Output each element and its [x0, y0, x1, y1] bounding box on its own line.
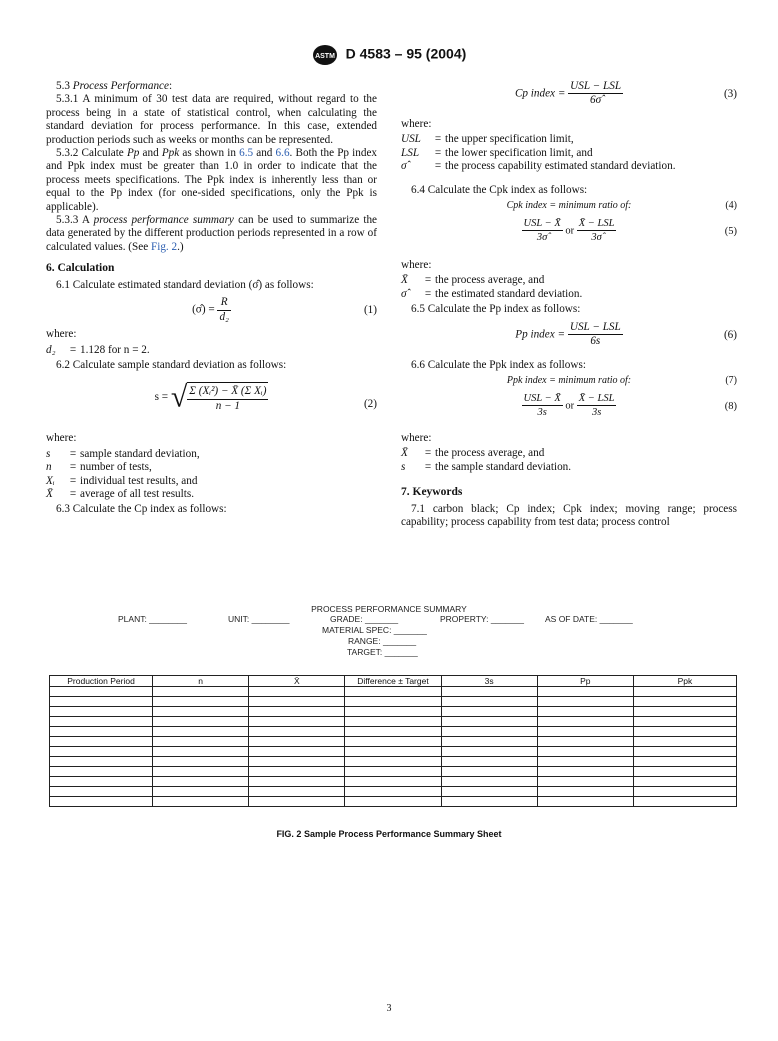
table-row — [50, 717, 737, 727]
table-cell[interactable] — [153, 737, 249, 747]
defs-1: d₂ = 1.128 for n = 2. — [46, 343, 150, 356]
table-cell[interactable] — [345, 757, 441, 767]
table-cell[interactable] — [633, 787, 736, 797]
table-cell[interactable] — [345, 747, 441, 757]
table-cell[interactable] — [50, 737, 153, 747]
def-row: X̄ = the process average, and — [401, 447, 545, 460]
table-cell[interactable] — [345, 707, 441, 717]
table-cell[interactable] — [345, 797, 441, 807]
table-row — [50, 697, 737, 707]
def-row: s = the sample standard deviation. — [401, 460, 572, 473]
table-cell[interactable] — [441, 767, 537, 777]
table-cell[interactable] — [249, 727, 345, 737]
section-6-2: 6.2 Calculate sample standard deviation as follows: — [56, 358, 287, 371]
table-cell[interactable] — [537, 777, 633, 787]
col-xbar: X̄ — [249, 676, 345, 687]
table-cell[interactable] — [50, 697, 153, 707]
table-cell[interactable] — [633, 707, 736, 717]
def-row: X̄ = the process average, and — [401, 274, 545, 287]
table-cell[interactable] — [537, 707, 633, 717]
section-6-6: 6.6 Calculate the Ppk index as follows: — [411, 358, 586, 371]
table-cell[interactable] — [441, 787, 537, 797]
table-cell[interactable] — [50, 717, 153, 727]
table-cell[interactable] — [633, 687, 736, 697]
col-ppk: Ppk — [633, 676, 736, 687]
table-cell[interactable] — [50, 757, 153, 767]
table-cell[interactable] — [345, 777, 441, 787]
left-column — [46, 80, 377, 517]
table-cell[interactable] — [345, 727, 441, 737]
table-cell[interactable] — [249, 747, 345, 757]
table-row — [50, 737, 737, 747]
table-cell[interactable] — [537, 767, 633, 777]
table-cell[interactable] — [50, 777, 153, 787]
table-cell[interactable] — [633, 747, 736, 757]
link-fig-2[interactable]: Fig. 2 — [151, 240, 178, 253]
table-cell[interactable] — [249, 697, 345, 707]
equation-5: $\frac{\text{USL − X̄}}{3\sigmâ}$ or $\frac{\text{X̄ − LSL}}{3\sigmâ}$ (5) — [523, 218, 737, 244]
table-cell[interactable] — [249, 737, 345, 747]
table-cell[interactable] — [441, 797, 537, 807]
form-target: TARGET: _______ — [347, 647, 418, 657]
section-5-3-3: 5.3.3 A process performance summary can be used to summarize the data generated by the different production periods represented in a row of calculated values. (See Fig. 2.) — [46, 214, 378, 253]
equation-7: Ppk index = minimum ratio of: (7) — [506, 375, 737, 387]
section-6-4: 6.4 Calculate the Cpk index as follows: — [411, 183, 588, 196]
where-8: where: — [401, 432, 432, 445]
link-6-5[interactable]: 6.5 — [239, 147, 254, 160]
where-1: where: — [46, 328, 77, 341]
table-cell[interactable] — [441, 777, 537, 787]
section-6-5: 6.5 Calculate the Pp index as follows: — [411, 303, 581, 316]
equation-3: Cp index = $\frac{\text{USL − LSL}}{6\sigmâ}$ (3) — [514, 80, 737, 107]
table-cell[interactable] — [537, 717, 633, 727]
table-cell[interactable] — [153, 777, 249, 787]
table-cell[interactable] — [153, 797, 249, 807]
designation: D 4583 – 95 (2004) — [345, 45, 467, 62]
col-n: n — [153, 676, 249, 687]
def-row: X̄ = average of all test results. — [46, 487, 195, 500]
form-plant: PLANT: ________ — [118, 614, 187, 624]
table-cell[interactable] — [153, 727, 249, 737]
form-title: PROCESS PERFORMANCE SUMMARY — [311, 604, 467, 614]
table-row — [50, 777, 737, 787]
table-cell[interactable] — [441, 697, 537, 707]
table-cell[interactable] — [153, 687, 249, 697]
form-range: RANGE: _______ — [348, 636, 417, 646]
table-cell[interactable] — [153, 717, 249, 727]
table-cell[interactable] — [537, 727, 633, 737]
form-as-of-date: AS OF DATE: _______ — [545, 614, 633, 624]
right-column — [401, 80, 737, 530]
table-cell[interactable] — [345, 767, 441, 777]
table-cell[interactable] — [249, 717, 345, 727]
def-row: USL = the upper specification limit, — [401, 133, 574, 146]
equation-6: Pp index = $\frac{\text{USL − LSL}}{6s}$ (6) — [515, 320, 737, 348]
def-row: Xᵢ = individual test results, and — [46, 474, 198, 487]
table-cell[interactable] — [441, 727, 537, 737]
col-difference-target: Difference ± Target — [345, 676, 441, 687]
table-cell[interactable] — [537, 797, 633, 807]
equation-1: (σ̂) = $\frac{R}{\text{d₂}}$ (1) — [192, 296, 377, 323]
table-cell[interactable] — [633, 727, 736, 737]
table-cell[interactable] — [537, 747, 633, 757]
table-cell[interactable] — [153, 707, 249, 717]
table-body — [50, 687, 737, 807]
figure-caption: FIG. 2 Sample Process Performance Summary Sheet — [276, 829, 502, 839]
table-cell[interactable] — [153, 747, 249, 757]
table-cell[interactable] — [153, 767, 249, 777]
table-cell[interactable] — [345, 687, 441, 697]
section-7-1: 7.1 carbon black; Cp index; Cpk index; moving range; process capability; process capability from test data; process control — [401, 502, 737, 529]
table-cell[interactable] — [50, 797, 153, 807]
def-row: σ̂ = the process capability estimated standard deviation. — [401, 160, 676, 173]
equation-8: $\frac{\text{USL − X̄}}{3s}$ or $\frac{\text{X̄ − LSL}}{3s}$ (8) — [523, 393, 737, 419]
summary-table — [49, 675, 737, 807]
table-cell[interactable] — [633, 797, 736, 807]
col-production-period: Production Period — [50, 676, 153, 687]
table-cell[interactable] — [633, 737, 736, 747]
table-row — [50, 797, 737, 807]
table-cell[interactable] — [249, 707, 345, 717]
table-cell[interactable] — [441, 737, 537, 747]
section-5-3: 5.3 Process Performance: — [56, 80, 173, 92]
defs-5 — [401, 274, 737, 301]
heading-keywords: 7. Keywords — [401, 486, 463, 499]
table-cell[interactable] — [153, 787, 249, 797]
table-cell[interactable] — [50, 747, 153, 757]
table-cell[interactable] — [633, 767, 736, 777]
heading-calculation: 6. Calculation — [46, 262, 115, 275]
document-header — [0, 44, 778, 66]
section-6-1: 6.1 Calculate estimated standard deviation (σ̂) as follows: — [56, 278, 314, 291]
table-cell[interactable] — [441, 707, 537, 717]
form-material-spec: MATERIAL SPEC: _______ — [322, 625, 427, 635]
table-cell[interactable] — [249, 787, 345, 797]
table-cell[interactable] — [537, 687, 633, 697]
form-grade: GRADE: _______ — [330, 614, 399, 624]
section-5-3-2: 5.3.2 Calculate Pp and Ppk as shown in 6.5 and 6.6. Both the Pp index and Ppk index must be greater than 1.0 in order to indicate that the process meets specifications. The Ppk index is inherently less than or equal to the Pp index (for one-sided specifications, only the Ppk is applicable). — [46, 147, 378, 213]
table-cell[interactable] — [537, 757, 633, 767]
equation-4: Cpk index = minimum ratio of: (4) — [506, 200, 737, 212]
def-row: LSL = the lower specification limit, and — [401, 146, 593, 159]
table-cell[interactable] — [345, 717, 441, 727]
table-header-row — [50, 676, 737, 687]
svg-text:ASTM: ASTM — [314, 53, 335, 60]
table-cell[interactable] — [345, 787, 441, 797]
table-cell[interactable] — [633, 717, 736, 727]
defs-2 — [46, 448, 377, 502]
table-cell[interactable] — [50, 767, 153, 777]
table-row — [50, 787, 737, 797]
table-cell[interactable] — [633, 777, 736, 787]
equation-2: s = √ $\frac{\text{Σ (Xᵢ²) − X̄ (Σ Xᵢ)}}{n - 1}$ (2) — [154, 381, 377, 415]
table-cell[interactable] — [441, 687, 537, 697]
table-row — [50, 707, 737, 717]
form-property: PROPERTY: _______ — [440, 614, 524, 624]
table-row — [50, 747, 737, 757]
table-cell[interactable] — [537, 787, 633, 797]
where-3: where: — [401, 118, 432, 130]
table-cell[interactable] — [441, 757, 537, 767]
table-cell[interactable] — [537, 697, 633, 707]
table-row — [50, 687, 737, 697]
where-2: where: — [46, 432, 77, 445]
where-5: where: — [401, 259, 432, 272]
table-cell[interactable] — [50, 687, 153, 697]
table-cell[interactable] — [537, 737, 633, 747]
def-row: s = sample standard deviation, — [46, 447, 200, 460]
table-cell[interactable] — [633, 697, 736, 707]
table-cell[interactable] — [50, 727, 153, 737]
form-unit: UNIT: ________ — [228, 614, 290, 624]
table-cell[interactable] — [633, 757, 736, 767]
table-cell[interactable] — [249, 797, 345, 807]
table-cell[interactable] — [153, 697, 249, 707]
defs-3 — [401, 133, 737, 173]
table-cell[interactable] — [249, 687, 345, 697]
table-cell[interactable] — [50, 707, 153, 717]
section-6-3: 6.3 Calculate the Cp index as follows: — [56, 503, 227, 516]
table-cell[interactable] — [345, 737, 441, 747]
table-cell[interactable] — [153, 757, 249, 767]
def-row: σ̂ = the estimated standard deviation. — [401, 287, 583, 300]
def-row: n = number of tests, — [46, 461, 152, 474]
table-row — [50, 767, 737, 777]
table-cell[interactable] — [441, 747, 537, 757]
link-6-6[interactable]: 6.6 — [275, 147, 290, 160]
table-row — [50, 757, 737, 767]
table-cell[interactable] — [345, 697, 441, 707]
table-cell[interactable] — [249, 757, 345, 767]
page-number: 3 — [386, 1003, 392, 1014]
table-cell[interactable] — [441, 717, 537, 727]
defs-8 — [401, 447, 737, 474]
col-3s: 3s — [441, 676, 537, 687]
col-pp: Pp — [537, 676, 633, 687]
table-cell[interactable] — [50, 787, 153, 797]
table-row — [50, 727, 737, 737]
section-5-3-1: 5.3.1 A minimum of 30 test data are required, without regard to the process being in a state of statistical control, when calculating the standard deviation for process performance. In this case, extended production periods such as weeks or months can be represented. — [46, 93, 377, 146]
table-cell[interactable] — [249, 767, 345, 777]
astm-logo-icon — [312, 44, 338, 66]
table-cell[interactable] — [249, 777, 345, 787]
